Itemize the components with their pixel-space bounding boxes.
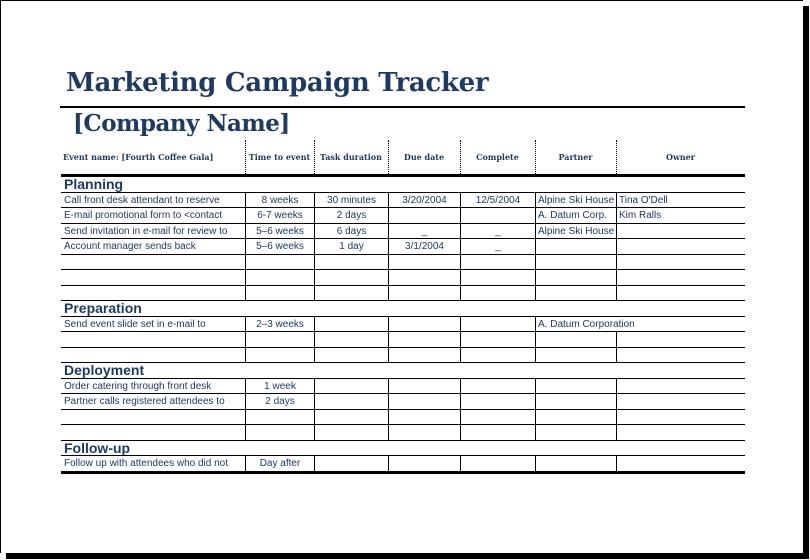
- column-divider: [616, 238, 617, 254]
- cell-due-date[interactable]: _: [421, 226, 428, 237]
- column-divider: [616, 424, 617, 440]
- cell-owner[interactable]: [617, 394, 745, 409]
- column-divider: [314, 223, 315, 238]
- cell-time-to-event[interactable]: 6-7 weeks: [257, 210, 303, 221]
- cell-task-duration[interactable]: [315, 270, 388, 285]
- cell-task-duration[interactable]: [315, 379, 388, 394]
- column-divider: [245, 331, 246, 347]
- cell-time-to-event[interactable]: [246, 348, 314, 363]
- column-divider: [460, 223, 461, 238]
- cell-partner[interactable]: A. Datum Corporation: [538, 319, 635, 330]
- column-divider: [535, 192, 536, 207]
- column-divider: [460, 238, 461, 254]
- cell-partner[interactable]: [536, 410, 616, 425]
- cell-complete[interactable]: [461, 286, 535, 301]
- cell-complete[interactable]: [461, 456, 535, 471]
- column-divider: [616, 347, 617, 362]
- cell-task[interactable]: [62, 255, 245, 270]
- column-divider: [616, 378, 617, 393]
- cell-task-duration[interactable]: [315, 394, 388, 409]
- cell-due-date[interactable]: [389, 394, 460, 409]
- cell-owner[interactable]: [617, 239, 745, 254]
- column-divider: [245, 254, 246, 269]
- column-divider: [616, 409, 617, 424]
- column-divider: [616, 254, 617, 269]
- company-name[interactable]: [Company Name]: [73, 110, 290, 137]
- event-name-label[interactable]: Event name: [Fourth Coffee Gala]: [63, 152, 214, 162]
- title-rule: [60, 106, 745, 108]
- column-divider: [616, 393, 617, 409]
- cell-complete[interactable]: [461, 208, 535, 223]
- section-heading-deployment: Deployment: [64, 362, 145, 378]
- column-divider: [314, 254, 315, 269]
- column-divider: [535, 378, 536, 393]
- column-divider: [314, 455, 315, 471]
- column-divider: [245, 207, 246, 223]
- cell-partner[interactable]: [536, 270, 616, 285]
- column-divider: [535, 269, 536, 285]
- cell-task-duration[interactable]: 6 days: [336, 226, 367, 237]
- cell-complete[interactable]: [461, 410, 535, 425]
- column-divider: [460, 269, 461, 285]
- column-divider: [460, 455, 461, 471]
- column-divider: [314, 331, 315, 347]
- column-divider: [388, 424, 389, 440]
- column-divider: [460, 424, 461, 440]
- cell-task[interactable]: E-mail promotional form to <contact: [64, 210, 223, 221]
- cell-time-to-event[interactable]: [246, 286, 314, 301]
- cell-due-date[interactable]: [389, 317, 460, 332]
- cell-time-to-event[interactable]: 2 days: [265, 396, 295, 407]
- column-divider: [245, 378, 246, 393]
- header-due-date: Due date: [403, 152, 445, 162]
- cell-partner[interactable]: [536, 348, 616, 363]
- cell-complete[interactable]: 12/5/2004: [475, 195, 521, 206]
- column-divider: [388, 455, 389, 471]
- header-rule: [61, 174, 745, 177]
- column-divider: [314, 378, 315, 393]
- cell-task[interactable]: Call front desk attendant to reserve: [64, 195, 220, 206]
- cell-owner[interactable]: [617, 456, 745, 471]
- column-divider: [460, 285, 461, 300]
- column-divider: [535, 238, 536, 254]
- cell-complete[interactable]: [461, 379, 535, 394]
- cell-task-duration[interactable]: [315, 255, 388, 270]
- column-divider: [314, 238, 315, 254]
- column-divider: [245, 285, 246, 300]
- cell-complete[interactable]: _: [495, 241, 501, 252]
- header-time-to-event: Time to event: [248, 152, 311, 162]
- cell-due-date[interactable]: 3/1/2004: [405, 241, 444, 252]
- cell-complete[interactable]: [461, 255, 535, 270]
- cell-complete[interactable]: [461, 317, 535, 332]
- cell-partner[interactable]: [536, 379, 616, 394]
- column-divider: [388, 192, 389, 207]
- header-complete: Complete: [476, 152, 519, 162]
- cell-task-duration[interactable]: 2 days: [336, 210, 367, 221]
- cell-time-to-event[interactable]: 8 weeks: [261, 195, 299, 206]
- column-divider: [460, 347, 461, 362]
- cell-owner[interactable]: [617, 425, 745, 440]
- column-divider: [388, 393, 389, 409]
- column-divider: [245, 238, 246, 254]
- cell-owner[interactable]: [617, 270, 745, 285]
- cell-due-date[interactable]: [389, 410, 460, 425]
- cell-task[interactable]: [62, 348, 245, 363]
- section-heading-preparation: Preparation: [64, 300, 142, 316]
- cell-task[interactable]: Order catering through front desk: [64, 381, 212, 392]
- column-divider: [616, 207, 617, 223]
- header-partner: Partner: [558, 152, 593, 162]
- cell-complete[interactable]: _: [495, 226, 501, 237]
- column-divider: [616, 223, 617, 238]
- cell-owner[interactable]: [617, 224, 745, 239]
- column-divider: [460, 316, 461, 331]
- column-divider: [314, 424, 315, 440]
- cell-time-to-event[interactable]: [246, 410, 314, 425]
- cell-partner[interactable]: Alpine Ski House: [538, 195, 615, 206]
- row-divider: [61, 300, 745, 301]
- column-divider: [535, 331, 536, 347]
- cell-task-duration[interactable]: [315, 317, 388, 332]
- cell-due-date[interactable]: [389, 379, 460, 394]
- cell-owner[interactable]: [617, 348, 745, 363]
- column-divider: [314, 409, 315, 424]
- cell-due-date[interactable]: [389, 286, 460, 301]
- column-divider: [314, 269, 315, 285]
- column-divider: [616, 192, 617, 207]
- cell-partner[interactable]: [536, 239, 616, 254]
- cell-due-date[interactable]: 3/20/2004: [402, 195, 447, 206]
- column-divider: [616, 269, 617, 285]
- cell-partner[interactable]: [536, 255, 616, 270]
- column-divider: [245, 223, 246, 238]
- column-divider: [388, 254, 389, 269]
- cell-owner[interactable]: [617, 286, 745, 301]
- cell-partner[interactable]: [536, 456, 616, 471]
- cell-complete[interactable]: [461, 394, 535, 409]
- cell-owner[interactable]: [617, 317, 745, 332]
- section-heading-follow-up: Follow-up: [64, 439, 131, 456]
- column-divider: [388, 378, 389, 393]
- column-divider: [314, 316, 315, 331]
- column-divider: [245, 409, 246, 424]
- cell-task[interactable]: Follow up with attendees who did not: [64, 458, 228, 469]
- column-divider: [245, 455, 246, 471]
- column-divider: [388, 269, 389, 285]
- column-divider: [388, 207, 389, 223]
- column-divider: [535, 393, 536, 409]
- cell-owner[interactable]: [617, 379, 745, 394]
- cell-due-date[interactable]: [389, 255, 460, 270]
- cell-complete[interactable]: [461, 270, 535, 285]
- cell-due-date[interactable]: [389, 332, 460, 347]
- cell-time-to-event[interactable]: [246, 332, 314, 347]
- cell-partner[interactable]: [536, 286, 616, 301]
- column-divider: [616, 285, 617, 300]
- column-divider: [388, 238, 389, 254]
- row-divider: [61, 362, 745, 363]
- cell-partner[interactable]: [536, 394, 616, 409]
- column-divider: [388, 347, 389, 362]
- column-divider: [460, 378, 461, 393]
- cell-complete[interactable]: [461, 425, 535, 440]
- cell-time-to-event[interactable]: 5–6 weeks: [256, 226, 304, 237]
- column-divider: [535, 409, 536, 424]
- column-divider: [388, 409, 389, 424]
- column-divider: [314, 347, 315, 362]
- column-divider: [314, 207, 315, 223]
- column-divider: [535, 316, 536, 331]
- column-divider: [535, 347, 536, 362]
- cell-task[interactable]: Account manager sends back: [64, 241, 196, 252]
- cell-partner[interactable]: [536, 425, 616, 440]
- cell-task-duration[interactable]: [315, 425, 388, 440]
- column-divider: [388, 285, 389, 300]
- column-divider: [535, 285, 536, 300]
- column-divider: [245, 269, 246, 285]
- cell-task[interactable]: Send invitation in e-mail for review to: [64, 226, 228, 237]
- cell-due-date[interactable]: [389, 456, 460, 471]
- column-divider: [535, 455, 536, 471]
- cell-complete[interactable]: [461, 332, 535, 347]
- cell-time-to-event[interactable]: 5–6 weeks: [256, 241, 304, 252]
- cell-task[interactable]: [62, 270, 245, 285]
- section-heading-planning: Planning: [64, 176, 124, 192]
- document-title: Marketing Campaign Tracker: [66, 68, 489, 98]
- column-divider: [245, 424, 246, 440]
- cell-time-to-event[interactable]: [246, 425, 314, 440]
- cell-owner[interactable]: Tina O'Dell: [619, 195, 668, 206]
- column-divider: [388, 331, 389, 347]
- cell-task[interactable]: [62, 425, 245, 440]
- cell-task[interactable]: [62, 286, 245, 301]
- header-task-duration: Task duration: [320, 152, 382, 162]
- cell-task-duration[interactable]: [315, 456, 388, 471]
- column-divider: [245, 393, 246, 409]
- cell-task-duration[interactable]: [315, 410, 388, 425]
- column-divider: [245, 316, 246, 331]
- header-owner: Owner: [666, 152, 695, 162]
- cell-partner[interactable]: A. Datum Corp.: [538, 210, 607, 221]
- cell-due-date[interactable]: [389, 348, 460, 363]
- cell-task-duration[interactable]: [315, 286, 388, 301]
- cell-due-date[interactable]: [389, 425, 460, 440]
- cell-task-duration[interactable]: 30 minutes: [327, 195, 376, 206]
- column-divider: [460, 331, 461, 347]
- cell-task[interactable]: [62, 410, 245, 425]
- cell-time-to-event[interactable]: Day after: [259, 458, 301, 469]
- column-divider: [535, 424, 536, 440]
- bottom-rule: [61, 471, 745, 474]
- column-divider: [388, 316, 389, 331]
- cell-owner[interactable]: Kim Ralls: [619, 210, 662, 221]
- column-divider: [314, 393, 315, 409]
- cell-owner[interactable]: [617, 255, 745, 270]
- cell-time-to-event[interactable]: 2–3 weeks: [256, 319, 304, 330]
- cell-time-to-event[interactable]: [246, 270, 314, 285]
- column-divider: [460, 254, 461, 269]
- column-divider: [388, 223, 389, 238]
- cell-complete[interactable]: [461, 348, 535, 363]
- cell-task[interactable]: [62, 332, 245, 347]
- cell-owner[interactable]: [617, 332, 745, 347]
- column-divider: [460, 207, 461, 223]
- table-header: [61, 140, 745, 174]
- cell-task[interactable]: Send event slide set in e-mail to: [64, 319, 206, 330]
- column-divider: [616, 331, 617, 347]
- column-divider: [460, 192, 461, 207]
- column-divider: [535, 207, 536, 223]
- column-divider: [245, 347, 246, 362]
- column-divider: [245, 192, 246, 207]
- cell-task-duration[interactable]: 1 day: [339, 241, 364, 252]
- cell-partner[interactable]: Alpine Ski House: [538, 226, 615, 237]
- column-divider: [460, 409, 461, 424]
- row-divider: [61, 440, 745, 441]
- cell-task-duration[interactable]: [315, 332, 388, 347]
- cell-time-to-event[interactable]: [246, 255, 314, 270]
- column-divider: [535, 223, 536, 238]
- column-divider: [314, 192, 315, 207]
- cell-time-to-event[interactable]: 1 week: [264, 381, 296, 392]
- cell-owner[interactable]: [617, 410, 745, 425]
- column-divider: [535, 254, 536, 269]
- column-divider: [314, 285, 315, 300]
- cell-task[interactable]: Partner calls registered attendees to: [64, 396, 225, 407]
- cell-due-date[interactable]: [389, 270, 460, 285]
- column-divider: [616, 455, 617, 471]
- cell-task-duration[interactable]: [315, 348, 388, 363]
- cell-due-date[interactable]: [389, 208, 460, 223]
- column-divider: [460, 393, 461, 409]
- cell-partner[interactable]: [536, 332, 616, 347]
